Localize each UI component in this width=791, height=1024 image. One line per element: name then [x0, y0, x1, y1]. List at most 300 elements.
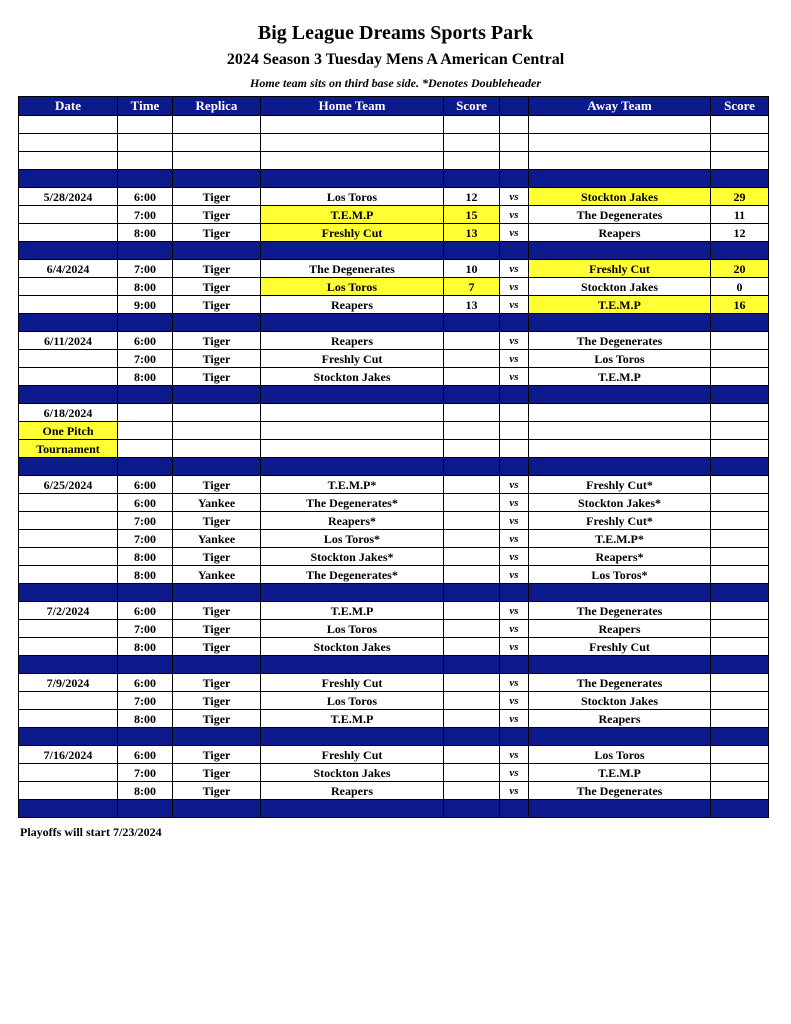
- schedule-table: [18, 96, 769, 818]
- time-cell: 8:00: [118, 566, 173, 584]
- replica-cell: Tiger: [173, 692, 261, 710]
- time-cell: 8:00: [118, 224, 173, 242]
- away-team-cell: The Degenerates: [529, 674, 711, 692]
- separator-cell: [500, 314, 529, 332]
- separator-row: [19, 314, 769, 332]
- blank-row: [19, 116, 769, 134]
- game-row: [19, 422, 769, 440]
- home-team-cell: [261, 404, 444, 422]
- vs-cell: vs: [500, 548, 529, 566]
- separator-cell: [711, 800, 769, 818]
- time-cell: 6:00: [118, 674, 173, 692]
- blank-cell: [261, 134, 444, 152]
- date-cell: [19, 530, 118, 548]
- home-score-cell: 12: [444, 188, 500, 206]
- separator-cell: [444, 242, 500, 260]
- separator-cell: [444, 458, 500, 476]
- vs-cell: vs: [500, 566, 529, 584]
- replica-cell: Tiger: [173, 764, 261, 782]
- separator-cell: [500, 242, 529, 260]
- time-cell: 7:00: [118, 206, 173, 224]
- game-row: [19, 746, 769, 764]
- game-row: [19, 692, 769, 710]
- away-team-cell: Stockton Jakes: [529, 188, 711, 206]
- header-home-score: Score: [444, 97, 500, 116]
- replica-cell: Tiger: [173, 710, 261, 728]
- date-cell: [19, 350, 118, 368]
- away-score-cell: [711, 746, 769, 764]
- home-score-cell: [444, 674, 500, 692]
- blank-cell: [173, 116, 261, 134]
- replica-cell: Tiger: [173, 188, 261, 206]
- home-score-cell: [444, 782, 500, 800]
- separator-cell: [529, 386, 711, 404]
- game-row: [19, 710, 769, 728]
- date-cell: 7/9/2024: [19, 674, 118, 692]
- date-cell: 5/28/2024: [19, 188, 118, 206]
- time-cell: 8:00: [118, 278, 173, 296]
- separator-cell: [261, 386, 444, 404]
- away-score-cell: [711, 530, 769, 548]
- date-cell: [19, 710, 118, 728]
- away-team-cell: Stockton Jakes*: [529, 494, 711, 512]
- away-team-cell: The Degenerates: [529, 332, 711, 350]
- away-team-cell: Los Toros*: [529, 566, 711, 584]
- replica-cell: Tiger: [173, 746, 261, 764]
- time-cell: 7:00: [118, 350, 173, 368]
- home-team-cell: [261, 422, 444, 440]
- separator-cell: [19, 800, 118, 818]
- blank-cell: [444, 134, 500, 152]
- replica-cell: Tiger: [173, 674, 261, 692]
- blank-cell: [19, 116, 118, 134]
- game-row: [19, 404, 769, 422]
- away-score-cell: [711, 566, 769, 584]
- separator-row: [19, 458, 769, 476]
- date-cell: [19, 296, 118, 314]
- home-score-cell: [444, 548, 500, 566]
- home-team-cell: T.E.M.P: [261, 710, 444, 728]
- date-cell: 7/16/2024: [19, 746, 118, 764]
- date-cell: [19, 764, 118, 782]
- separator-cell: [711, 728, 769, 746]
- vs-cell: vs: [500, 260, 529, 278]
- away-score-cell: 12: [711, 224, 769, 242]
- game-row: [19, 476, 769, 494]
- game-row: [19, 332, 769, 350]
- date-cell: 7/2/2024: [19, 602, 118, 620]
- separator-cell: [711, 386, 769, 404]
- game-row: [19, 188, 769, 206]
- away-score-cell: [711, 368, 769, 386]
- home-team-cell: Los Toros: [261, 188, 444, 206]
- vs-cell: vs: [500, 602, 529, 620]
- separator-cell: [19, 314, 118, 332]
- vs-cell: vs: [500, 296, 529, 314]
- away-score-cell: [711, 476, 769, 494]
- vs-cell: [500, 440, 529, 458]
- replica-cell: Yankee: [173, 566, 261, 584]
- separator-cell: [444, 728, 500, 746]
- replica-cell: Tiger: [173, 548, 261, 566]
- away-team-cell: Reapers: [529, 710, 711, 728]
- separator-cell: [261, 458, 444, 476]
- away-team-cell: The Degenerates: [529, 602, 711, 620]
- separator-cell: [261, 728, 444, 746]
- time-cell: 8:00: [118, 548, 173, 566]
- blank-row: [19, 152, 769, 170]
- away-team-cell: [529, 422, 711, 440]
- home-score-cell: 10: [444, 260, 500, 278]
- replica-cell: Yankee: [173, 530, 261, 548]
- home-team-cell: Freshly Cut: [261, 350, 444, 368]
- away-score-cell: 20: [711, 260, 769, 278]
- away-team-cell: The Degenerates: [529, 206, 711, 224]
- replica-cell: Tiger: [173, 512, 261, 530]
- separator-cell: [444, 800, 500, 818]
- away-score-cell: [711, 638, 769, 656]
- separator-cell: [529, 728, 711, 746]
- home-team-cell: Los Toros: [261, 620, 444, 638]
- separator-cell: [444, 314, 500, 332]
- away-score-cell: 0: [711, 278, 769, 296]
- separator-cell: [500, 800, 529, 818]
- time-cell: 6:00: [118, 746, 173, 764]
- game-row: [19, 494, 769, 512]
- header-row: [19, 97, 769, 116]
- away-score-cell: [711, 404, 769, 422]
- home-team-cell: Los Toros*: [261, 530, 444, 548]
- home-score-cell: [444, 440, 500, 458]
- vs-cell: vs: [500, 674, 529, 692]
- game-row: [19, 512, 769, 530]
- header-time: Time: [118, 97, 173, 116]
- home-team-cell: Freshly Cut: [261, 746, 444, 764]
- home-team-cell: Los Toros: [261, 692, 444, 710]
- away-team-cell: T.E.M.P: [529, 296, 711, 314]
- home-score-cell: [444, 764, 500, 782]
- blank-cell: [500, 116, 529, 134]
- replica-cell: Tiger: [173, 206, 261, 224]
- playoffs-note: Playoffs will start 7/23/2024: [20, 825, 162, 839]
- game-row: [19, 296, 769, 314]
- home-team-cell: T.E.M.P*: [261, 476, 444, 494]
- page-subtitle: 2024 Season 3 Tuesday Mens A American Central: [226, 51, 565, 68]
- blank-cell: [444, 116, 500, 134]
- blank-cell: [19, 152, 118, 170]
- vs-cell: vs: [500, 530, 529, 548]
- blank-cell: [173, 134, 261, 152]
- home-team-cell: Reapers: [261, 296, 444, 314]
- separator-cell: [529, 800, 711, 818]
- home-score-cell: [444, 566, 500, 584]
- date-cell: [19, 512, 118, 530]
- separator-cell: [261, 242, 444, 260]
- time-cell: 8:00: [118, 782, 173, 800]
- game-row: [19, 278, 769, 296]
- time-cell: 7:00: [118, 620, 173, 638]
- time-cell: 6:00: [118, 494, 173, 512]
- vs-cell: vs: [500, 332, 529, 350]
- separator-cell: [173, 656, 261, 674]
- separator-row: [19, 170, 769, 188]
- home-team-cell: T.E.M.P: [261, 206, 444, 224]
- home-score-cell: [444, 638, 500, 656]
- vs-cell: vs: [500, 746, 529, 764]
- blank-cell: [173, 152, 261, 170]
- header-vs: [500, 97, 529, 116]
- vs-cell: [500, 422, 529, 440]
- replica-cell: Tiger: [173, 638, 261, 656]
- separator-cell: [261, 656, 444, 674]
- game-row: [19, 224, 769, 242]
- away-team-cell: [529, 440, 711, 458]
- header-replica: Replica: [173, 97, 261, 116]
- home-team-cell: Freshly Cut: [261, 224, 444, 242]
- vs-cell: vs: [500, 620, 529, 638]
- home-score-cell: [444, 620, 500, 638]
- replica-cell: Yankee: [173, 494, 261, 512]
- away-score-cell: [711, 548, 769, 566]
- date-cell: [19, 692, 118, 710]
- away-score-cell: [711, 674, 769, 692]
- separator-cell: [118, 170, 173, 188]
- time-cell: 7:00: [118, 692, 173, 710]
- home-team-cell: Reapers: [261, 332, 444, 350]
- away-team-cell: Freshly Cut: [529, 638, 711, 656]
- separator-cell: [118, 728, 173, 746]
- separator-cell: [711, 170, 769, 188]
- home-team-cell: The Degenerates: [261, 260, 444, 278]
- header-away-team: Away Team: [529, 97, 711, 116]
- away-score-cell: [711, 332, 769, 350]
- away-score-cell: [711, 350, 769, 368]
- separator-cell: [173, 314, 261, 332]
- date-cell: 6/4/2024: [19, 260, 118, 278]
- separator-cell: [711, 242, 769, 260]
- game-row: [19, 440, 769, 458]
- home-score-cell: [444, 746, 500, 764]
- date-cell: [19, 782, 118, 800]
- vs-cell: vs: [500, 350, 529, 368]
- separator-cell: [173, 386, 261, 404]
- blank-cell: [529, 116, 711, 134]
- time-cell: 6:00: [118, 602, 173, 620]
- away-team-cell: Stockton Jakes: [529, 692, 711, 710]
- replica-cell: Tiger: [173, 476, 261, 494]
- game-row: [19, 566, 769, 584]
- date-cell: 6/18/2024: [19, 404, 118, 422]
- blank-cell: [118, 134, 173, 152]
- time-cell: [118, 440, 173, 458]
- game-row: [19, 548, 769, 566]
- replica-cell: Tiger: [173, 368, 261, 386]
- separator-cell: [173, 728, 261, 746]
- vs-cell: vs: [500, 692, 529, 710]
- away-score-cell: 29: [711, 188, 769, 206]
- away-score-cell: [711, 710, 769, 728]
- separator-cell: [261, 170, 444, 188]
- replica-cell: Tiger: [173, 224, 261, 242]
- blank-cell: [711, 116, 769, 134]
- separator-cell: [19, 242, 118, 260]
- away-score-cell: [711, 620, 769, 638]
- home-score-cell: [444, 332, 500, 350]
- home-team-cell: Stockton Jakes: [261, 368, 444, 386]
- time-cell: 8:00: [118, 368, 173, 386]
- away-team-cell: Freshly Cut: [529, 260, 711, 278]
- game-row: [19, 674, 769, 692]
- blank-cell: [444, 152, 500, 170]
- separator-cell: [529, 314, 711, 332]
- separator-cell: [444, 656, 500, 674]
- replica-cell: Tiger: [173, 602, 261, 620]
- separator-cell: [118, 800, 173, 818]
- blank-cell: [711, 134, 769, 152]
- blank-cell: [261, 116, 444, 134]
- home-score-cell: [444, 602, 500, 620]
- home-team-cell: [261, 440, 444, 458]
- replica-cell: [173, 422, 261, 440]
- blank-cell: [500, 152, 529, 170]
- home-team-cell: Reapers*: [261, 512, 444, 530]
- separator-cell: [529, 584, 711, 602]
- date-cell: 6/25/2024: [19, 476, 118, 494]
- time-cell: 7:00: [118, 764, 173, 782]
- vs-cell: vs: [500, 278, 529, 296]
- time-cell: [118, 404, 173, 422]
- game-row: [19, 638, 769, 656]
- separator-cell: [118, 656, 173, 674]
- date-cell: [19, 620, 118, 638]
- vs-cell: vs: [500, 494, 529, 512]
- date-cell: [19, 548, 118, 566]
- separator-cell: [500, 728, 529, 746]
- replica-cell: Tiger: [173, 332, 261, 350]
- away-team-cell: The Degenerates: [529, 782, 711, 800]
- header-home-team: Home Team: [261, 97, 444, 116]
- away-team-cell: Reapers: [529, 224, 711, 242]
- away-team-cell: [529, 404, 711, 422]
- away-team-cell: Reapers: [529, 620, 711, 638]
- blank-cell: [500, 134, 529, 152]
- vs-cell: vs: [500, 188, 529, 206]
- separator-cell: [118, 242, 173, 260]
- game-row: [19, 782, 769, 800]
- away-team-cell: Freshly Cut*: [529, 512, 711, 530]
- separator-cell: [500, 458, 529, 476]
- date-cell: 6/11/2024: [19, 332, 118, 350]
- separator-cell: [444, 170, 500, 188]
- separator-cell: [261, 800, 444, 818]
- separator-cell: [444, 386, 500, 404]
- game-row: [19, 368, 769, 386]
- separator-cell: [19, 170, 118, 188]
- time-cell: 7:00: [118, 512, 173, 530]
- date-cell: [19, 206, 118, 224]
- home-team-cell: The Degenerates*: [261, 566, 444, 584]
- separator-row: [19, 800, 769, 818]
- replica-cell: Tiger: [173, 620, 261, 638]
- vs-cell: vs: [500, 710, 529, 728]
- blank-cell: [529, 152, 711, 170]
- home-score-cell: [444, 476, 500, 494]
- schedule-body: [19, 116, 769, 818]
- away-team-cell: Los Toros: [529, 746, 711, 764]
- away-team-cell: Reapers*: [529, 548, 711, 566]
- time-cell: 8:00: [118, 638, 173, 656]
- game-row: [19, 602, 769, 620]
- separator-cell: [711, 314, 769, 332]
- away-score-cell: [711, 782, 769, 800]
- vs-cell: vs: [500, 782, 529, 800]
- away-team-cell: Los Toros: [529, 350, 711, 368]
- separator-row: [19, 386, 769, 404]
- date-cell: [19, 368, 118, 386]
- away-team-cell: T.E.M.P*: [529, 530, 711, 548]
- home-score-cell: [444, 692, 500, 710]
- home-score-cell: [444, 350, 500, 368]
- away-team-cell: T.E.M.P: [529, 764, 711, 782]
- replica-cell: [173, 440, 261, 458]
- replica-cell: Tiger: [173, 278, 261, 296]
- blank-cell: [19, 134, 118, 152]
- blank-cell: [118, 116, 173, 134]
- separator-cell: [500, 656, 529, 674]
- replica-cell: Tiger: [173, 296, 261, 314]
- blank-cell: [711, 152, 769, 170]
- separator-cell: [173, 242, 261, 260]
- home-score-cell: [444, 422, 500, 440]
- time-cell: 7:00: [118, 530, 173, 548]
- vs-cell: vs: [500, 224, 529, 242]
- separator-cell: [19, 386, 118, 404]
- separator-cell: [173, 800, 261, 818]
- home-score-cell: [444, 512, 500, 530]
- separator-cell: [529, 170, 711, 188]
- separator-cell: [500, 386, 529, 404]
- vs-cell: [500, 404, 529, 422]
- home-team-cell: Stockton Jakes*: [261, 548, 444, 566]
- game-row: [19, 620, 769, 638]
- separator-row: [19, 728, 769, 746]
- away-score-cell: 16: [711, 296, 769, 314]
- home-score-cell: 7: [444, 278, 500, 296]
- away-team-cell: T.E.M.P: [529, 368, 711, 386]
- separator-cell: [711, 458, 769, 476]
- time-cell: 7:00: [118, 260, 173, 278]
- away-score-cell: [711, 440, 769, 458]
- vs-cell: vs: [500, 638, 529, 656]
- game-row: [19, 206, 769, 224]
- separator-cell: [711, 656, 769, 674]
- vs-cell: vs: [500, 764, 529, 782]
- away-score-cell: [711, 764, 769, 782]
- separator-cell: [173, 584, 261, 602]
- separator-cell: [529, 458, 711, 476]
- page-title: Big League Dreams Sports Park: [257, 22, 534, 44]
- game-row: [19, 764, 769, 782]
- date-cell: [19, 566, 118, 584]
- vs-cell: vs: [500, 206, 529, 224]
- separator-row: [19, 656, 769, 674]
- separator-cell: [19, 728, 118, 746]
- date-cell: [19, 224, 118, 242]
- separator-cell: [711, 584, 769, 602]
- home-score-cell: 15: [444, 206, 500, 224]
- date-cell: [19, 638, 118, 656]
- away-score-cell: [711, 692, 769, 710]
